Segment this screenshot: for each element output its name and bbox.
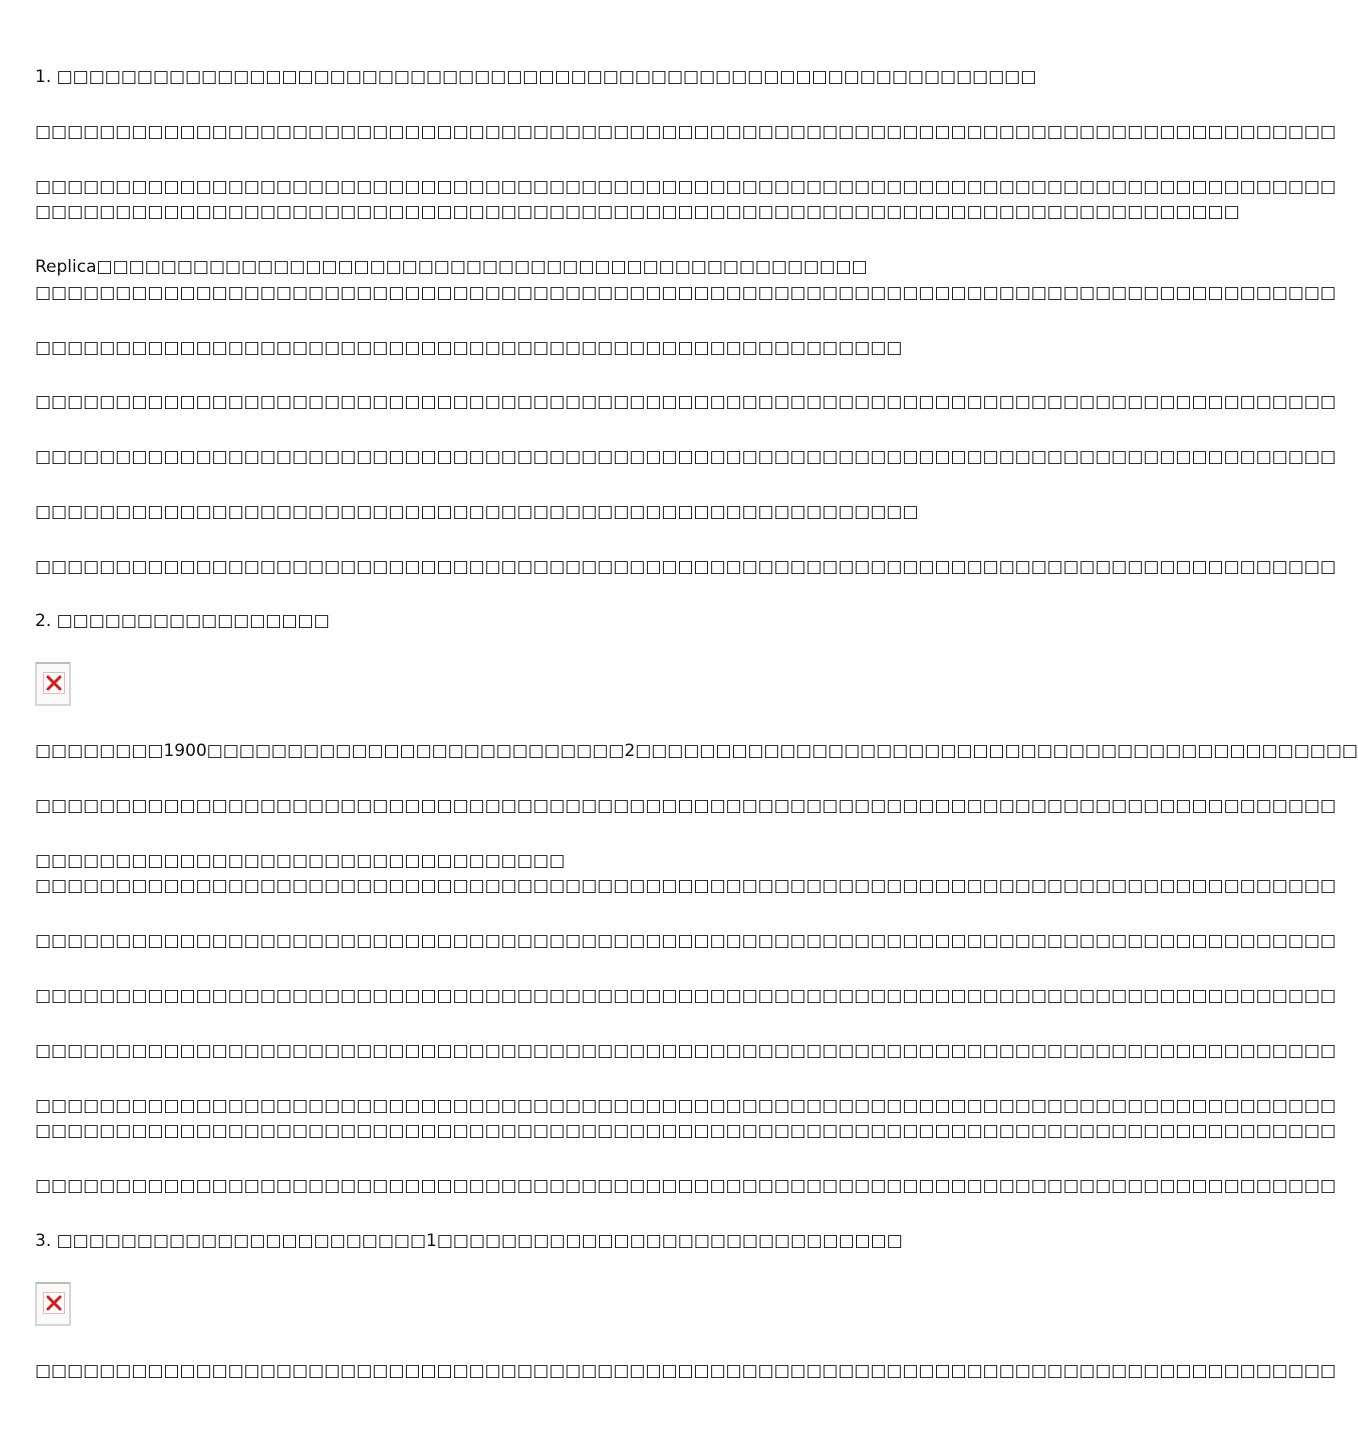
broken-image-placeholder [35, 1282, 71, 1326]
heading-section-2: 2. □□□□□□□□□□□□□□□□□ [35, 611, 330, 631]
paragraph-line: □□□□□□□□□□□□□□□□□□□□□□□□□□□□□□□□□□□□□□□□□□□□□□□□□□□□□□□□□□□□□□□□□□□□□□□□□□□□□□□□□ [35, 1361, 1337, 1381]
paragraph-line: □□□□□□□□□□□□□□□□□□□□□□□□□□□□□□□□□□□□□□□□□□□□□□□□□□□□□□□□□□□□□□□□□□□□□□□□□□□□□□□□□ [35, 876, 1337, 896]
paragraph-line: □□□□□□□□□□□□□□□□□□□□□□□□□□□□□□□□□□□□□□□□□□□□□□□□□□□□□□□□□□□□□□□□□□□□□□□□□□□□□□□□□ [35, 283, 1337, 303]
paragraph-line: □□□□□□□□□□□□□□□□□□□□□□□□□□□□□□□□□□□□□□□□□□□□□□□□□□□□□□□□□□□□□□□□□□□□□□□□□□□□□□□□□ [35, 1041, 1337, 1061]
paragraph-line: □□□□□□□□□□□□□□□□□□□□□□□□□□□□□□□□□□□□□□□□□□□□□□□□□□□□□□ [35, 338, 903, 358]
broken-image-placeholder [35, 662, 71, 706]
paragraph-line: □□□□□□□□□□□□□□□□□□□□□□□□□□□□□□□□□ [35, 851, 566, 871]
paragraph-line: □□□□□□□□□□□□□□□□□□□□□□□□□□□□□□□□□□□□□□□□□□□□□□□□□□□□□□□□□□□□□□□□□□□□□□□□□□□□□□□□□ [35, 1096, 1337, 1116]
paragraph-line: □□□□□□□□□□□□□□□□□□□□□□□□□□□□□□□□□□□□□□□□□□□□□□□□□□□□□□□□□□□□□□□□□□□□□□□□□□□□□□□□□ [35, 447, 1337, 467]
paragraph-line: Replica□□□□□□□□□□□□□□□□□□□□□□□□□□□□□□□□□□□□□□□□□□□□□□□□ [35, 257, 868, 277]
paragraph-line: □□□□□□□□□□□□□□□□□□□□□□□□□□□□□□□□□□□□□□□□□□□□□□□□□□□□□□□□□□□□□□□□□□□□□□□□□□□□□□□□□ [35, 931, 1337, 951]
paragraph-line: □□□□□□□□□□□□□□□□□□□□□□□□□□□□□□□□□□□□□□□□□□□□□□□□□□□□□□□□□□□□□□□□□□□□□□□□□□□□□□□□□ [35, 557, 1337, 577]
paragraph-line: □□□□□□□□□□□□□□□□□□□□□□□□□□□□□□□□□□□□□□□□□□□□□□□□□□□□□□□□□□□□□□□□□□□□□□□□□□□□□□□□□ [35, 122, 1337, 142]
heading-section-1: 1. ​□□□□□□□□□□□□□□□□□□□□□□□□□□□□□□□□□□□□□□□□□□□□□□□□□□□□□□□□□□□□□ [35, 67, 1037, 87]
paragraph-line: □□□□□□□□□□□□□□□□□□□□□□□□□□□□□□□□□□□□□□□□□□□□□□□□□□□□□□□□□□□□□□□□□□□□□□□□□□□□□□□□□ [35, 796, 1337, 816]
paragraph-line: □□□□□□□□□□□□□□□□□□□□□□□□□□□□□□□□□□□□□□□□□□□□□□□□□□□□□□□ [35, 502, 919, 522]
paragraph-line: □□□□□□□□□□□□□□□□□□□□□□□□□□□□□□□□□□□□□□□□□□□□□□□□□□□□□□□□□□□□□□□□□□□□□□□□□□□□□□□□□ [35, 1176, 1337, 1196]
paragraph-line: □□□□□□□□□□□□□□□□□□□□□□□□□□□□□□□□□□□□□□□□□□□□□□□□□□□□□□□□□□□□□□□□□□□□□□□□□□□□□□□□□ [35, 392, 1337, 412]
paragraph-line: □□□□□□□□□□□□□□□□□□□□□□□□□□□□□□□□□□□□□□□□□□□□□□□□□□□□□□□□□□□□□□□□□□□□□□□□□□□□□□□□□ [35, 986, 1337, 1006]
paragraph-line: □□□□□□□□1900□□□□□□□□□□□□□□□□□□□□□□□□□□2□□□□□□□□□□□□□□□□□□□□□□□□□□□□□□□□□□□□□□□□□□□□□ [35, 741, 1358, 761]
broken-image-icon [43, 1292, 65, 1314]
paragraph-line: □□□□□□□□□□□□□□□□□□□□□□□□□□□□□□□□□□□□□□□□□□□□□□□□□□□□□□□□□□□□□□□□□□□□□□□□□□□□□□□□□ [35, 1121, 1337, 1141]
paragraph-line: □□□□□□□□□□□□□□□□□□□□□□□□□□□□□□□□□□□□□□□□□□□□□□□□□□□□□□□□□□□□□□□□□□□□□□□□□□□ [35, 202, 1240, 222]
paragraph-line: □□□□□□□□□□□□□□□□□□□□□□□□□□□□□□□□□□□□□□□□□□□□□□□□□□□□□□□□□□□□□□□□□□□□□□□□□□□□□□□□□ [35, 177, 1337, 197]
broken-image-icon [43, 672, 65, 694]
heading-section-3: 3. □□□□□□□□□□□□□□□□□□□□□□□1□□□□□□□□□□□□□□□□□□□□□□□□□□□□□ [35, 1231, 903, 1251]
document-body [35, 0, 1358, 1449]
